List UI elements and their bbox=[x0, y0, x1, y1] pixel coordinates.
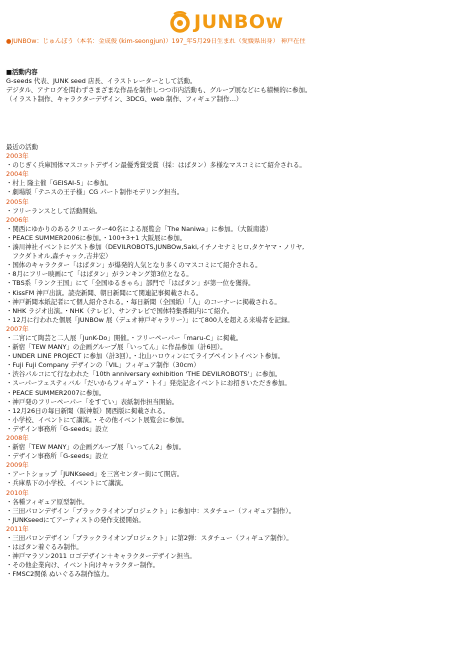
history-item: ・8月にフリー映画にて「はばタン」がランキング第3位となる。 bbox=[6, 270, 193, 279]
history-list bbox=[6, 152, 453, 579]
history-item: ・三田パロンデザイン「ブラックライオンプロジェクト」に参加中：スタチュー（フィギュア制作）。 bbox=[6, 506, 295, 515]
profile-line: デジタル、アナログを問わずさまざまな作品を制作しつつ市内活動も、グループ展などにも積極的に参加。 bbox=[6, 86, 312, 95]
profile-heading: ■活動内容 bbox=[6, 68, 38, 76]
profile-line: （イラスト制作、キャラクターデザイン、3DCG、web 制作、フィギュア制作…） bbox=[6, 95, 243, 104]
history-year: 2010年 bbox=[6, 488, 29, 497]
history-year: 2005年 bbox=[6, 197, 29, 206]
history-item: ・神戸マラソン2011 ロゴデザイン＋キャラクターデザイン担当。 bbox=[6, 552, 196, 561]
history-item: ・関西にゆかりのあるクリエーター40名による展覧会「The Naniwa」に参加。（大阪南港） bbox=[6, 224, 273, 233]
history-item: ・KissFM 神戸出演。読売新聞、朝日新聞にて関連記事掲載される。 bbox=[6, 288, 203, 297]
history-year: 2009年 bbox=[6, 461, 29, 470]
history-item: ・新宿「TEW MANY」の企画グループ展「いってん」に作品参加（計6回）。 bbox=[6, 343, 227, 352]
history-item: ・12月に行われた個展「JUNBOw 展（デュオ神戸ギャラリー）」にて800人を超える来場者を記録。 bbox=[6, 315, 294, 324]
history-item: ・その他企業向け、イベント向けキャラクター制作。 bbox=[6, 561, 159, 570]
history-year: 2006年 bbox=[6, 215, 29, 224]
profile-line: G-seeds 代表、JUNK seed 店長、イラストレーターとして活動。 bbox=[6, 77, 197, 86]
history-item: ・三田パロンデザイン「ブラックライオンプロジェクト」に第2弾：スタチュー（フィギュア制作）。 bbox=[6, 534, 293, 543]
history-item: ・PEACE SUMMER2006に参加。・100+3+1 大阪展に参加。 bbox=[6, 233, 187, 242]
history-item: ・新宿「TEW MANY」の企画グループ展「いってん2」参加。 bbox=[6, 443, 186, 452]
history-item: ・NHK ラジオ出演。・NHK（テレビ）、サンテレビで国体特集番組内にて紹介。 bbox=[6, 306, 234, 315]
history-item: ・フリーランスとして活動開始。 bbox=[6, 206, 102, 215]
history-item: ・JUNKseedにてアーティストの発作支援開始。 bbox=[6, 515, 145, 524]
orange-ring-logo-icon bbox=[168, 10, 192, 34]
history-item: ・TBS系「ランク王国」にて「全国ゆるきゃら」部門で「はばタン」が第一位を獲得。 bbox=[6, 279, 255, 288]
history-item: ・湊川神社イベントにゲスト参加（DEVILROBOTS,JUNBOw,Saki,イチノセナミヒロ,タケヤマ・ノリヤ, bbox=[6, 243, 305, 252]
logo-text: JUNBOw bbox=[194, 11, 284, 33]
history-year: 2003年 bbox=[6, 152, 29, 161]
history-item: ・12月26日の毎日新聞（阪神版）関西版に掲載される。 bbox=[6, 406, 170, 415]
history-item: ・アートショップ「JUNKseed」を三宮センター街にて開店。 bbox=[6, 470, 184, 479]
history-item: ・村上 隆主催「GEISAI-5」に参加。 bbox=[6, 179, 113, 188]
history-item: ・神戸新聞本紙記者にて個人紹介される。・毎日新聞（全国紙）「人」のコーナーに掲載される。 bbox=[6, 297, 281, 306]
history-item: ・神戸発のフリーペーパー「をすてい」表紙制作担当開始。 bbox=[6, 397, 179, 406]
history-item: ・UNDER LINE PROJECT に参加（計3回）。・北山ハロウィンにてライブペイントイベント参加。 bbox=[6, 352, 285, 361]
intro-line: ●JUNBOw：じゅんぼう（本名：金成俊 (kim-seongjun)）197_年5月29日生まれ（愛媛県出身） 神戸在住 bbox=[6, 38, 306, 45]
history-item: ・はばタン着ぐるみ制作。 bbox=[6, 543, 83, 552]
history-year: 2008年 bbox=[6, 434, 29, 442]
history-item: ・渋谷パルコにて行なわれた「10th anniversary exhibition 'THE DEVILROBOTS'」に参加。 bbox=[6, 370, 282, 379]
history-item: ・デザイン事務所「G-seeds」設立 bbox=[6, 452, 109, 461]
history-item: ・のじぎく兵庫国体マスコットデザイン最優秀賞受賞（採：はばタン）多様なマスコミにて紹介される。 bbox=[6, 161, 306, 170]
history-item: ・PEACE SUMMER2007に参加。 bbox=[6, 388, 106, 397]
history-item: ・Fuji Fuji Company デザインの「VIL」フィギュア制作（30cm） bbox=[6, 361, 200, 370]
history-item: ・スーパーフェスティバル「だいからフィギュア・トイ」発売記念イベントにお招きいただき参加。 bbox=[6, 379, 291, 388]
site-logo bbox=[168, 8, 284, 36]
profile-section bbox=[6, 68, 453, 104]
history-item: ・FMSC2関係 ぬいぐるみ制作協力。 bbox=[6, 570, 113, 579]
profile-lines bbox=[6, 77, 453, 104]
history-section bbox=[6, 143, 453, 580]
history-item: ・二宮にて陶芸と二人展「JunK-Do」開催。・フリーペーパー「maru-C」に掲載。 bbox=[6, 333, 243, 342]
history-item: ・各種フィギュア原型制作。 bbox=[6, 497, 89, 506]
history-year: 2011年 bbox=[6, 524, 29, 533]
history-heading: 最近の活動 bbox=[6, 143, 38, 151]
history-year: 2007年 bbox=[6, 324, 29, 333]
history-item: フクダトオル,森チャック,吉井宏） bbox=[6, 252, 112, 261]
history-item: ・兵庫県下の小学校、イベントにて講演。 bbox=[6, 479, 128, 488]
history-year: 2004年 bbox=[6, 170, 29, 179]
history-item: ・国体のキャラクター「はばタン」が爆発的人気となり多くのマスコミにて紹介される。 bbox=[6, 261, 262, 270]
history-item: ・デザイン事務所「G-seeds」設立 bbox=[6, 424, 109, 433]
history-item: ・小学校、イベントにて講演。・その他イベント展覧会に参加。 bbox=[6, 415, 189, 424]
history-item: ・劇場版「テニスの王子様」CG パート制作モデリング担当。 bbox=[6, 188, 184, 197]
